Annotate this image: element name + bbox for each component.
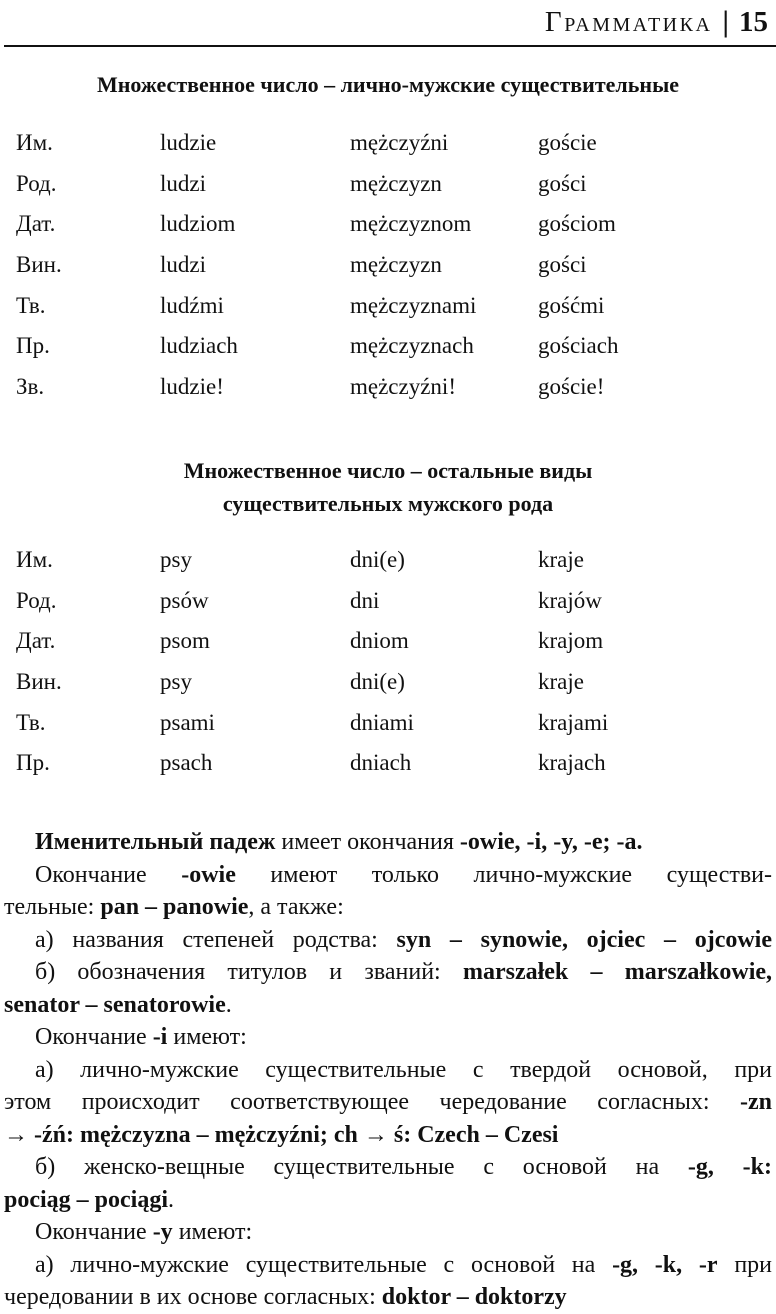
text-segment: б) обозначения титулов и званий: [35, 959, 463, 985]
text-line [4, 1054, 772, 1087]
table-row [0, 374, 776, 415]
bold-term: ś: Czech – Czesi [393, 1121, 559, 1148]
table-cell: mężczyzn [350, 170, 442, 196]
body-text [4, 826, 772, 1314]
table-cell: mężczyznom [350, 211, 472, 237]
bold-term: -i [152, 1024, 168, 1050]
section2-title-line2: существительных мужского рода [222, 491, 554, 516]
table-cell: psach [160, 750, 213, 776]
header-rule [4, 45, 776, 47]
table-cell: gości [538, 170, 587, 196]
table-cell: dniom [350, 628, 409, 654]
table-row [0, 252, 776, 293]
declension-table-personal-masculine [0, 130, 776, 415]
text-line [4, 1184, 772, 1217]
text-segment: Окончание [35, 1219, 153, 1245]
table-cell: ludzie [160, 130, 217, 155]
table-cell: dniach [350, 750, 412, 776]
text-line [4, 1216, 772, 1249]
page-number: 15 [739, 5, 768, 38]
text-segment: имеют: [172, 1219, 253, 1245]
text-line [4, 989, 772, 1022]
case-label: Пр. [16, 750, 50, 776]
case-label: Им. [16, 130, 53, 155]
table-cell: kraje [538, 669, 584, 695]
text-segment: при [717, 1251, 772, 1278]
table-cell: dni [350, 587, 380, 613]
table-row [0, 130, 776, 171]
table-cell: goście! [538, 374, 605, 400]
case-label: Пр. [16, 333, 50, 359]
table-cell: ludźmi [160, 292, 224, 318]
table-cell: mężczyźni [350, 130, 449, 155]
table-cell: ludziom [160, 211, 236, 237]
case-label: Род. [16, 170, 57, 196]
table-cell: krajach [538, 750, 606, 776]
bold-term: doktor – doktorzy [381, 1284, 567, 1310]
bold-term: -owie [181, 861, 236, 888]
table-row [0, 750, 776, 791]
text-line [4, 924, 772, 957]
table-cell: psom [160, 628, 210, 654]
table-cell: kraje [538, 547, 584, 572]
text-segment: имеют: [167, 1024, 247, 1050]
case-label: Дат. [16, 211, 56, 237]
table-row [0, 211, 776, 252]
table-cell: mężczyznach [350, 333, 474, 359]
bold-term: pan – panowie [100, 894, 249, 920]
text-line [4, 956, 772, 989]
text-line [4, 1281, 772, 1314]
text-line [4, 1021, 772, 1054]
table-cell: ludzi [160, 170, 206, 196]
table-row [0, 588, 776, 629]
table-cell: ludzi [160, 252, 206, 278]
running-header [545, 2, 768, 42]
text-segment: чередовании в их основе согласных: [4, 1284, 382, 1310]
case-label: Вин. [16, 669, 62, 695]
table-row [0, 628, 776, 669]
table-cell: gości [538, 252, 587, 278]
table-cell: krajów [538, 587, 602, 613]
table-cell: mężczyzn [350, 252, 442, 278]
text-line [4, 826, 772, 859]
bold-term: marszałek – marszałkowie, [462, 959, 772, 985]
case-label: Вин. [16, 252, 62, 278]
bold-term: -źń: mężczyzna – mężczyźni; ch [34, 1121, 358, 1148]
case-label: Зв. [16, 374, 45, 400]
text-segment: а) лично-мужские существительные с основой на [35, 1251, 613, 1278]
text-segment: . [168, 1186, 175, 1213]
table-row [0, 547, 776, 588]
text-line [4, 859, 772, 892]
table-cell: dni(e) [350, 547, 405, 572]
text-line [4, 1151, 772, 1184]
case-label: Тв. [16, 292, 46, 318]
table-cell: krajami [538, 709, 609, 735]
table-cell: psy [160, 547, 192, 572]
table-cell: gośćmi [538, 292, 605, 318]
table-cell: dniami [350, 709, 414, 735]
section1-title: Множественное число – лично-мужские существительные [96, 72, 680, 97]
table-cell: mężczyznami [350, 292, 477, 318]
table-row [0, 333, 776, 374]
table-cell: krajom [538, 628, 604, 654]
text-line [4, 891, 772, 924]
table-cell: goście [538, 130, 597, 155]
case-label: Дат. [16, 628, 56, 654]
table-row [0, 293, 776, 334]
bold-term: pociąg – pociągi [4, 1186, 169, 1213]
text-line [4, 1086, 772, 1119]
text-segment: а) названия степеней родства: [35, 926, 397, 953]
section2-title-line1: Множественное число – остальные виды [183, 458, 593, 483]
table-cell: ludziach [160, 333, 238, 359]
bold-term: -owie, -i, -y, -e; -a. [459, 829, 643, 855]
table-cell: psy [160, 669, 192, 695]
text-segment: имеют только лично-мужские существи- [235, 861, 772, 888]
table-cell: psów [160, 587, 209, 613]
bold-term: -y [152, 1219, 173, 1245]
bold-term: -zn [740, 1089, 772, 1115]
text-segment: а) лично-мужские существительные с твердой основой, при [35, 1056, 772, 1083]
table-cell: psami [160, 709, 215, 735]
case-label: Тв. [16, 709, 46, 735]
text-segment: Окончание [35, 1024, 153, 1050]
text-segment: , а также: [248, 894, 344, 920]
bold-term: -g, -k, -r [612, 1251, 718, 1278]
case-label: Им. [16, 547, 53, 572]
section-name: Грамматика [544, 5, 713, 38]
bold-term: senator – senatorowie [4, 991, 226, 1018]
text-segment: . [225, 991, 232, 1018]
table-cell: ludzie! [160, 374, 224, 400]
text-segment: → [357, 1121, 394, 1148]
bold-term: syn – synowie, ojciec – ojcowie [396, 926, 772, 953]
text-line [4, 1119, 772, 1152]
table-cell: gościach [538, 333, 619, 359]
text-segment: этом происходит соответствующее чередование согласных: [4, 1089, 740, 1115]
bold-term: Именительный падеж [35, 829, 276, 855]
table-row [0, 710, 776, 751]
declension-table-other-masculine [0, 547, 776, 791]
case-label: Род. [16, 587, 57, 613]
table-row [0, 669, 776, 710]
header-separator: | [722, 5, 729, 38]
bold-term: -g, -k: [687, 1154, 772, 1180]
text-segment: тельные: [4, 894, 101, 920]
text-segment: имеет окончания [275, 829, 460, 855]
text-segment: Окончание [35, 861, 182, 888]
table-cell: dni(e) [350, 669, 405, 695]
text-segment: → [4, 1121, 34, 1148]
table-cell: mężczyźni! [350, 374, 456, 400]
text-line [4, 1249, 772, 1282]
text-segment: б) женско-вещные существительные с основой на [35, 1154, 688, 1180]
table-cell: gościom [538, 211, 616, 237]
table-row [0, 171, 776, 212]
